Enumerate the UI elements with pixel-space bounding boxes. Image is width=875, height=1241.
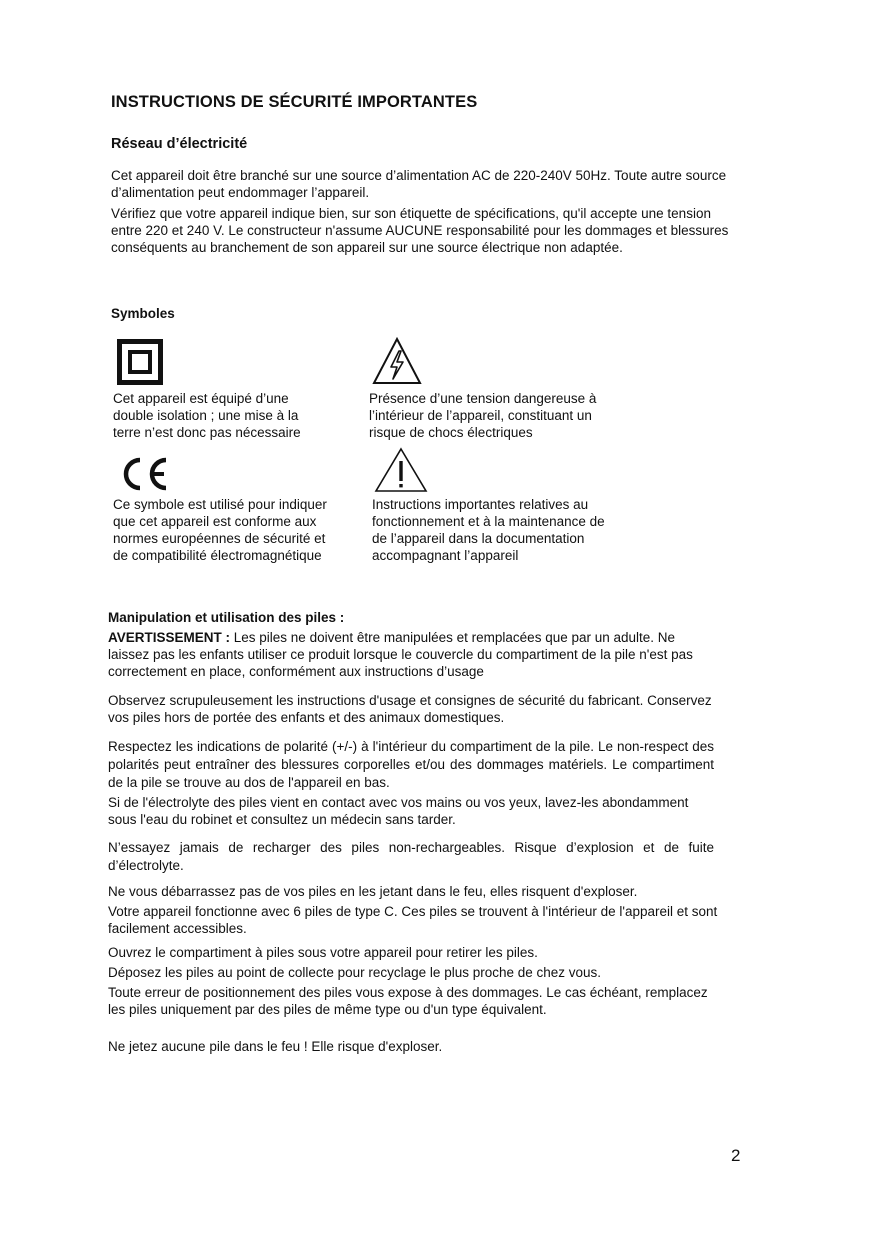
page-number: 2 [731,1146,741,1165]
double-insulation-icon [117,339,163,385]
reseau-paragraph-1: Cet appareil doit être branché sur une source d’alimentation AC de 220-240V 50Hz. Toute autre source d’alimentation peut endommager l’appareil. [111,168,727,200]
piles-paragraph-9: Toute erreur de positionnement des piles vous expose à des dommages. Le cas échéant, remplacez les piles uniquement par des piles de même type ou d'un type équivalent. [108,985,708,1017]
section-heading-piles: Manipulation et utilisation des piles : [108,610,345,625]
symbol-caption-instructions: Instructions importantes relatives au fonctionnement et à la maintenance de de l’appareil dans la documentation accompagnant l’appareil [372,497,605,563]
page-title: INSTRUCTIONS DE SÉCURITÉ IMPORTANTES [111,93,478,111]
ce-mark-icon [120,456,170,492]
piles-paragraph-2: Respectez les indications de polarité (+/-) à l'intérieur du compartiment de la pile. Le non-respect des polarités peut entraîner des blessures corporelles et/ou des dommages matériels. Le compartiment de la pile se trouve au dos de l'appareil en bas. [108,739,714,790]
high-voltage-warning-icon [372,337,422,385]
piles-paragraph-7: Ouvrez le compartiment à piles sous votre appareil pour retirer les piles. [108,945,538,960]
piles-paragraph-10: Ne jetez aucune pile dans le feu ! Elle risque d'exploser. [108,1039,443,1054]
symbol-caption-ce: Ce symbole est utilisé pour indiquer que cet appareil est conforme aux normes européennes de sécurité et de compatibilité électromagnétique [113,497,327,563]
section-heading-symboles: Symboles [111,306,175,321]
piles-paragraph-5: Ne vous débarrassez pas de vos piles en les jetant dans le feu, elles risquent d'exploser. [108,884,638,899]
symbol-caption-high-voltage: Présence d’une tension dangereuse à l’intérieur de l’appareil, constituant un risque de chocs électriques [369,391,597,440]
piles-paragraph-3: Si de l'électrolyte des piles vient en contact avec vos mains ou vos yeux, lavez-les abondamment sous l'eau du robinet et consultez un médecin sans tarder. [108,795,689,827]
exclamation-warning-icon [374,447,428,493]
piles-paragraph-8: Déposez les piles au point de collecte pour recyclage le plus proche de chez vous. [108,965,602,980]
reseau-paragraph-2: Vérifiez que votre appareil indique bien, sur son étiquette de spécifications, qu'il accepte une tension entre 220 et 240 V. Le constructeur n'assume AUCUNE responsabilité pour les dommages et blessures conséquents au branchement de son appareil sur une source électrique non adaptée. [111,206,729,255]
piles-warning-paragraph [108,629,714,680]
symbol-caption-double-insulation: Cet appareil est équipé d’une double isolation ; une mise à la terre n’est donc pas nécessaire [113,391,301,440]
warning-label: AVERTISSEMENT : [108,630,231,645]
piles-paragraph-1: Observez scrupuleusement les instructions d'usage et consignes de sécurité du fabricant. Conservez vos piles hors de portée des enfants et des animaux domestiques. [108,693,712,725]
piles-paragraph-6: Votre appareil fonctionne avec 6 piles de type C. Ces piles se trouvent à l'intérieur de l'appareil et sont facilement accessibles. [108,904,718,936]
section-heading-reseau: Réseau d’électricité [111,136,248,152]
warning-text: Les piles ne doivent être manipulées et remplacées que par un adulte. Ne laissez pas les enfants utiliser ce produit lorsque le couvercle du compartiment de la pile n'est pas correctement en place, conformément aux instructions d’usage [108,630,693,679]
piles-paragraph-4: N’essayez jamais de recharger des piles non-rechargeables. Risque d’explosion et de fuite d’électrolyte. [108,840,714,873]
